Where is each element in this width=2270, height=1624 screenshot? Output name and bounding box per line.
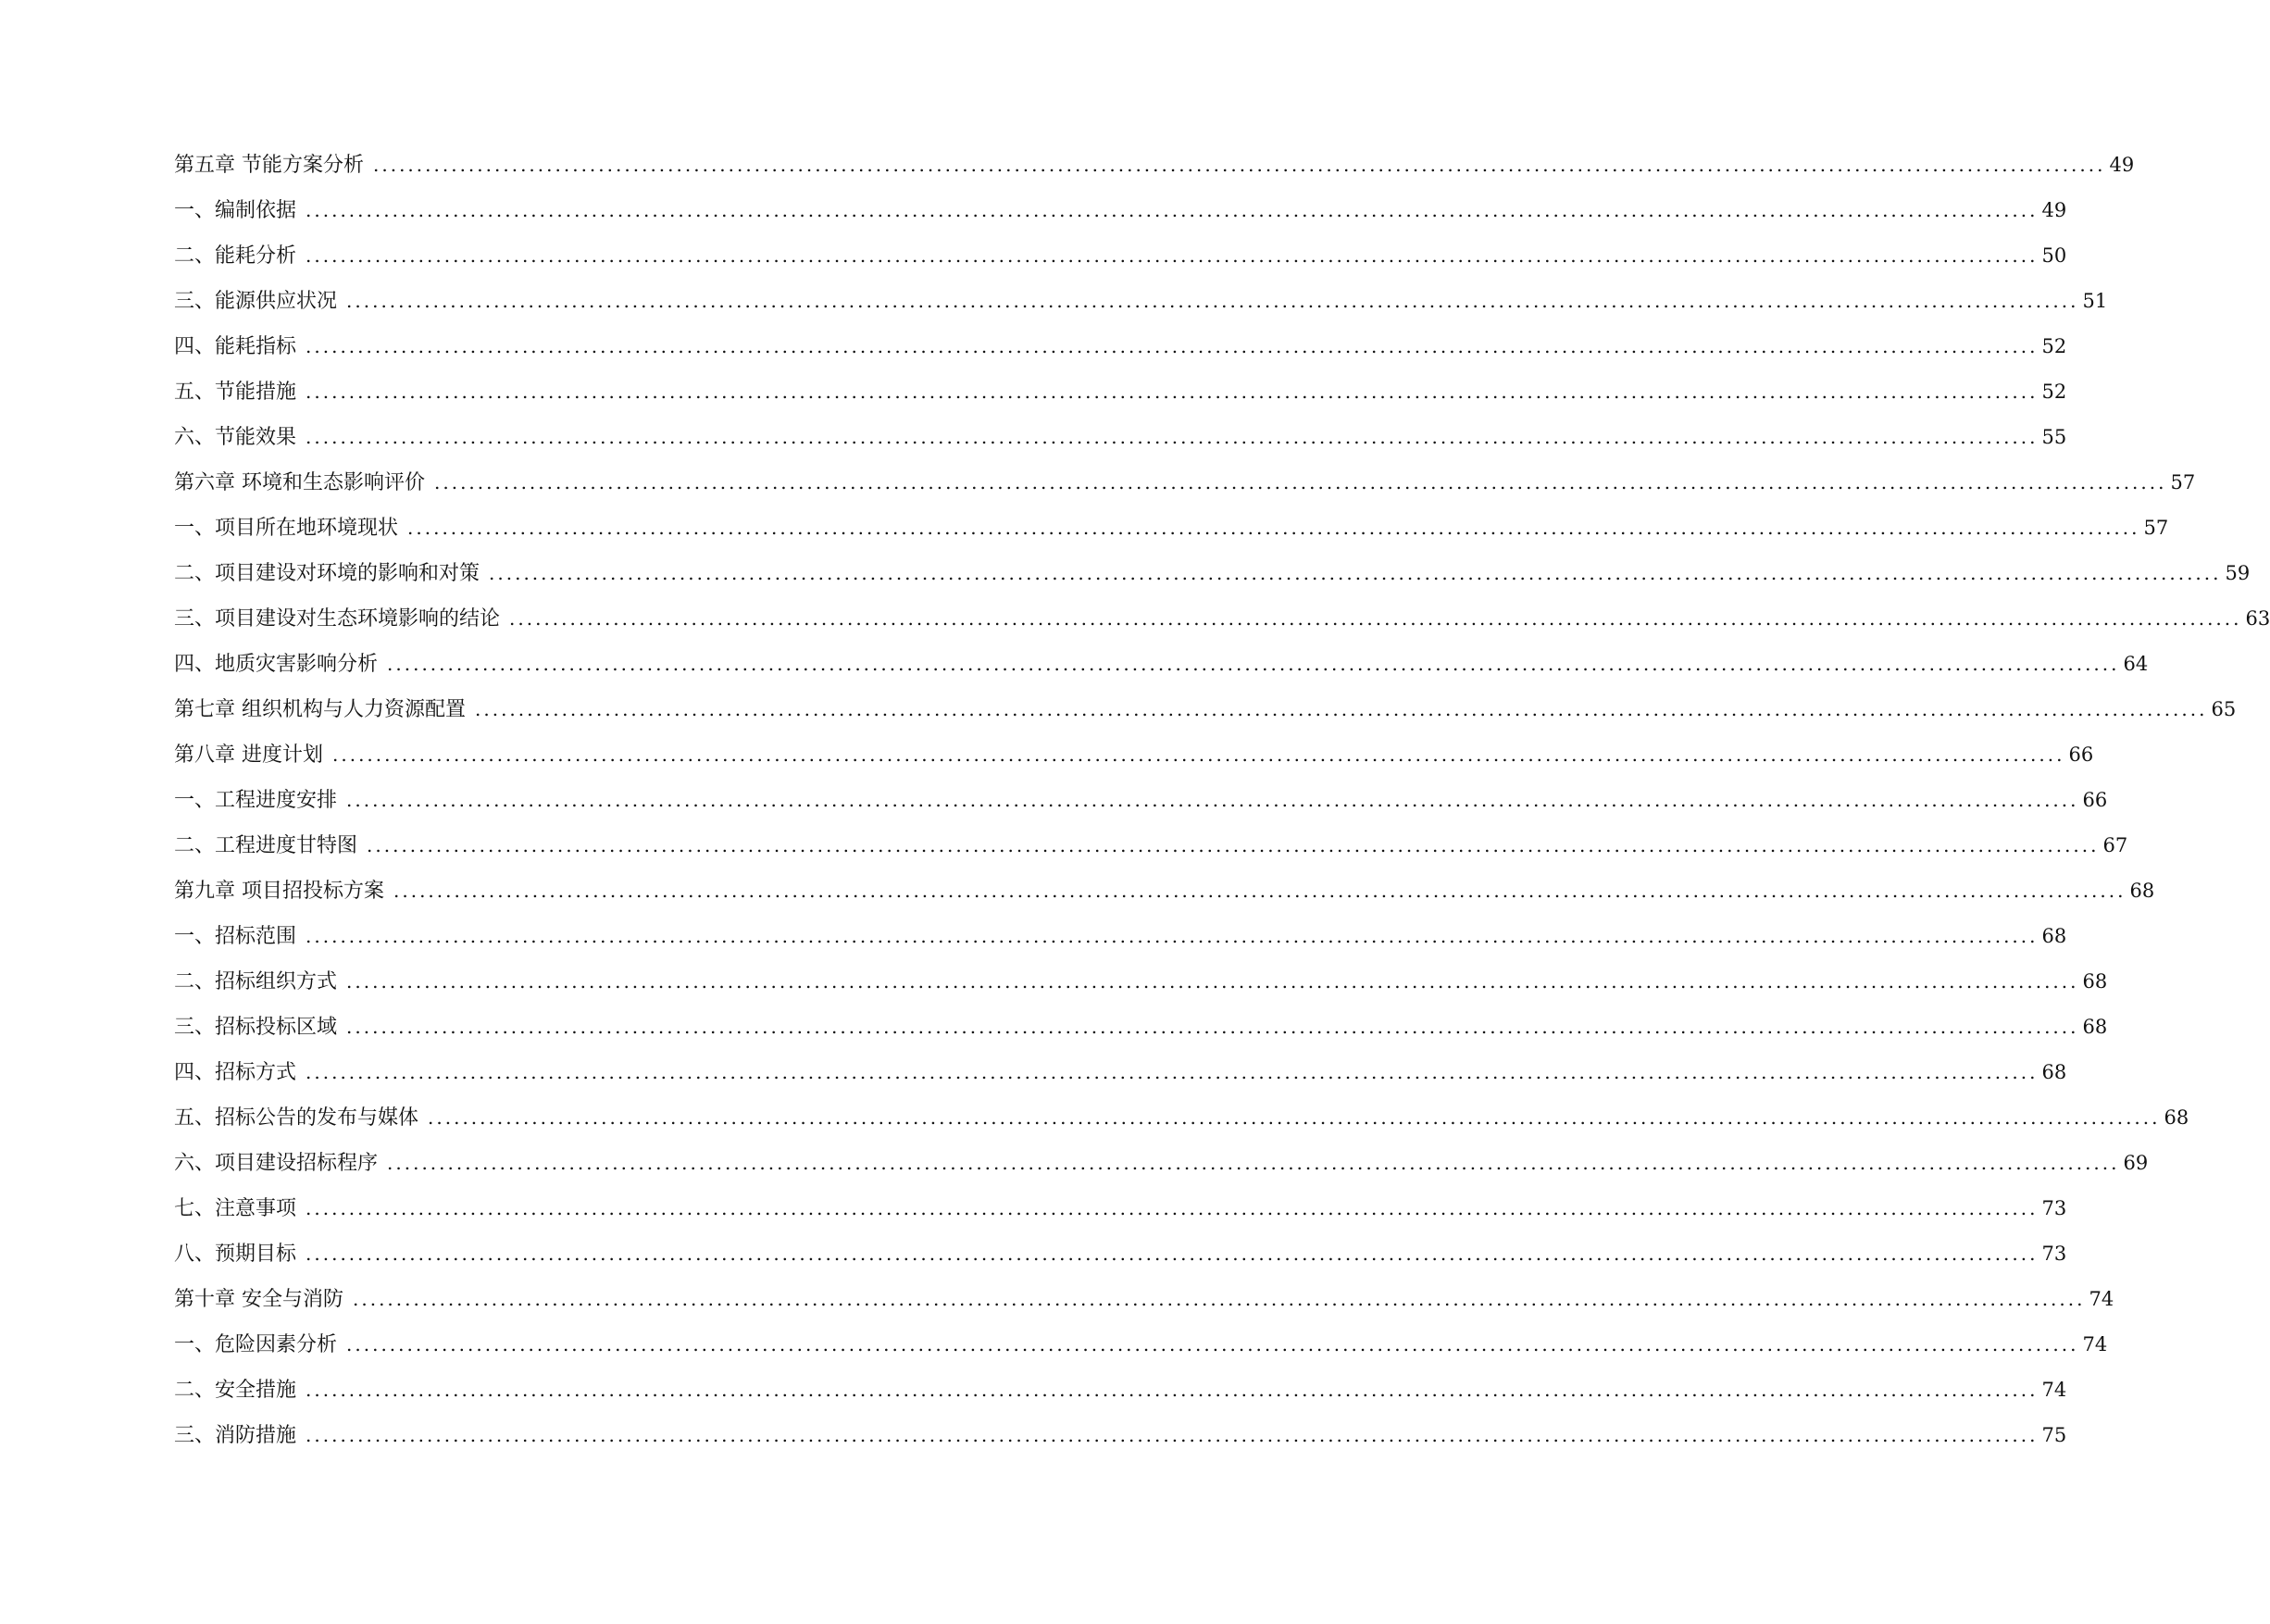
toc-entry[interactable]: [174, 369, 2067, 415]
toc-dot-leader: ........................................................................................................................................................................................................: [346, 1333, 2079, 1355]
toc-entry-page-number: 52: [2041, 381, 2067, 403]
toc-entry-page-number: 57: [2170, 471, 2196, 493]
toc-entry[interactable]: [174, 1322, 2108, 1368]
toc-dot-leader: ........................................................................................................................................................................................................: [346, 970, 2079, 993]
toc-dot-leader: ........................................................................................................................................................................................................: [475, 698, 2208, 720]
toc-entry[interactable]: [174, 778, 2108, 823]
toc-dot-leader: ........................................................................................................................................................................................................: [407, 517, 2140, 539]
toc-entry-page-number: 66: [2068, 743, 2094, 766]
toc-entry-page-number: 68: [2041, 925, 2067, 947]
toc-entry-page-number: 73: [2041, 1197, 2067, 1219]
toc-entry[interactable]: [174, 1050, 2067, 1095]
toc-entry-page-number: 75: [2041, 1424, 2067, 1446]
toc-entry-title: 五、节能措施: [174, 381, 297, 404]
toc-entry-title: 第八章 进度计划: [174, 743, 323, 767]
toc-entry-page-number: 50: [2041, 244, 2067, 267]
toc-entry-title: 三、消防措施: [174, 1424, 297, 1447]
toc-dot-leader: ........................................................................................................................................................................................................: [306, 199, 2039, 221]
toc-entry-title: 六、节能效果: [174, 426, 297, 449]
toc-entry-page-number: 66: [2082, 789, 2108, 811]
toc-entry[interactable]: [174, 506, 2169, 551]
toc-entry-page-number: 52: [2041, 335, 2067, 357]
toc-entry-page-number: 74: [2041, 1379, 2067, 1401]
toc-dot-leader: ........................................................................................................................................................................................................: [353, 1288, 2086, 1310]
toc-entry-page-number: 68: [2082, 970, 2108, 993]
toc-entry-title: 第六章 环境和生态影响评价: [174, 471, 425, 494]
toc-entry-title: 八、预期目标: [174, 1243, 297, 1266]
toc-entry-page-number: 59: [2225, 562, 2251, 584]
toc-dot-leader: ........................................................................................................................................................................................................: [509, 607, 2242, 630]
toc-entry-page-number: 57: [2143, 517, 2169, 539]
toc-entry[interactable]: [174, 279, 2108, 324]
toc-dot-leader: ........................................................................................................................................................................................................: [306, 925, 2039, 947]
toc-entry-title: 二、安全措施: [174, 1379, 297, 1402]
toc-entry[interactable]: [174, 823, 2128, 868]
toc-dot-leader: ........................................................................................................................................................................................................: [434, 471, 2167, 493]
toc-entry-page-number: 68: [2041, 1061, 2067, 1083]
toc-dot-leader: ........................................................................................................................................................................................................: [373, 154, 2106, 176]
toc-entry[interactable]: [174, 460, 2196, 506]
toc-entry-title: 三、项目建设对生态环境影响的结论: [174, 607, 501, 631]
toc-entry[interactable]: [174, 1413, 2067, 1458]
toc-entry[interactable]: [174, 1005, 2108, 1050]
toc-entry-title: 二、招标组织方式: [174, 970, 338, 993]
toc-dot-leader: ........................................................................................................................................................................................................: [306, 381, 2039, 403]
toc-entry-title: 四、能耗指标: [174, 335, 297, 358]
toc-entry[interactable]: [174, 868, 2155, 914]
toc-entry[interactable]: [174, 233, 2067, 279]
toc-entry-page-number: 68: [2082, 1016, 2108, 1038]
toc-entry-title: 三、能源供应状况: [174, 290, 338, 313]
toc-entry[interactable]: [174, 1141, 2149, 1186]
table-of-contents: [174, 143, 2270, 1458]
toc-dot-leader: ........................................................................................................................................................................................................: [306, 1379, 2039, 1401]
toc-dot-leader: ........................................................................................................................................................................................................: [428, 1106, 2161, 1129]
toc-dot-leader: ........................................................................................................................................................................................................: [306, 1197, 2039, 1219]
toc-entry-title: 四、招标方式: [174, 1061, 297, 1084]
toc-dot-leader: ........................................................................................................................................................................................................: [387, 653, 2120, 675]
toc-dot-leader: ........................................................................................................................................................................................................: [367, 834, 2100, 856]
toc-entry-title: 二、项目建设对环境的影响和对策: [174, 562, 480, 585]
toc-entry-title: 五、招标公告的发布与媒体: [174, 1106, 419, 1130]
toc-entry[interactable]: [174, 1186, 2067, 1231]
toc-entry-page-number: 74: [2089, 1288, 2114, 1310]
toc-entry-title: 第七章 组织机构与人力资源配置: [174, 698, 466, 721]
toc-dot-leader: ........................................................................................................................................................................................................: [489, 562, 2222, 584]
toc-entry-title: 七、注意事项: [174, 1197, 297, 1220]
toc-dot-leader: ........................................................................................................................................................................................................: [346, 290, 2079, 312]
toc-entry-page-number: 64: [2123, 653, 2149, 675]
toc-dot-leader: ........................................................................................................................................................................................................: [387, 1152, 2120, 1174]
toc-dot-leader: ........................................................................................................................................................................................................: [306, 426, 2039, 448]
toc-dot-leader: ........................................................................................................................................................................................................: [346, 1016, 2079, 1038]
toc-entry-page-number: 68: [2164, 1106, 2189, 1129]
toc-entry[interactable]: [174, 732, 2094, 778]
toc-entry-title: 第十章 安全与消防: [174, 1288, 343, 1311]
toc-entry-page-number: 65: [2211, 698, 2237, 720]
toc-entry[interactable]: [174, 143, 2135, 188]
toc-entry-title: 第九章 项目招投标方案: [174, 880, 384, 903]
toc-dot-leader: ........................................................................................................................................................................................................: [393, 880, 2127, 902]
toc-entry-page-number: 55: [2041, 426, 2067, 448]
toc-entry-title: 一、编制依据: [174, 199, 297, 222]
toc-entry-page-number: 49: [2109, 154, 2135, 176]
toc-entry-page-number: 63: [2245, 607, 2270, 630]
toc-entry-title: 一、项目所在地环境现状: [174, 517, 399, 540]
toc-dot-leader: ........................................................................................................................................................................................................: [306, 1243, 2039, 1265]
toc-entry-page-number: 67: [2102, 834, 2128, 856]
toc-entry-title: 一、危险因素分析: [174, 1333, 338, 1356]
toc-entry[interactable]: [174, 959, 2108, 1005]
toc-entry-page-number: 74: [2082, 1333, 2108, 1355]
toc-entry-title: 一、招标范围: [174, 925, 297, 948]
toc-entry-title: 一、工程进度安排: [174, 789, 338, 812]
toc-dot-leader: ........................................................................................................................................................................................................: [306, 244, 2039, 267]
toc-dot-leader: ........................................................................................................................................................................................................: [306, 1061, 2039, 1083]
toc-entry[interactable]: [174, 551, 2251, 596]
toc-entry[interactable]: [174, 415, 2067, 460]
toc-entry-title: 四、地质灾害影响分析: [174, 653, 379, 676]
toc-entry-title: 二、工程进度甘特图: [174, 834, 358, 857]
toc-entry-page-number: 51: [2082, 290, 2108, 312]
toc-entry[interactable]: [174, 642, 2149, 687]
toc-entry-title: 六、项目建设招标程序: [174, 1152, 379, 1175]
toc-entry[interactable]: [174, 596, 2270, 642]
toc-entry[interactable]: [174, 1095, 2189, 1141]
toc-entry-page-number: 69: [2123, 1152, 2149, 1174]
toc-entry-page-number: 68: [2129, 880, 2155, 902]
toc-entry-title: 三、招标投标区域: [174, 1016, 338, 1039]
toc-entry[interactable]: [174, 1231, 2067, 1277]
toc-dot-leader: ........................................................................................................................................................................................................: [306, 1424, 2039, 1446]
toc-entry-page-number: 49: [2041, 199, 2067, 221]
toc-entry[interactable]: [174, 188, 2067, 233]
toc-entry-page-number: 73: [2041, 1243, 2067, 1265]
toc-entry[interactable]: [174, 914, 2067, 959]
toc-entry-title: 二、能耗分析: [174, 244, 297, 268]
toc-entry[interactable]: [174, 1277, 2114, 1322]
toc-entry[interactable]: [174, 1368, 2067, 1413]
toc-entry-title: 第五章 节能方案分析: [174, 154, 364, 177]
toc-dot-leader: ........................................................................................................................................................................................................: [332, 743, 2065, 766]
toc-dot-leader: ........................................................................................................................................................................................................: [346, 789, 2079, 811]
toc-entry[interactable]: [174, 324, 2067, 369]
toc-dot-leader: ........................................................................................................................................................................................................: [306, 335, 2039, 357]
toc-entry[interactable]: [174, 687, 2237, 732]
